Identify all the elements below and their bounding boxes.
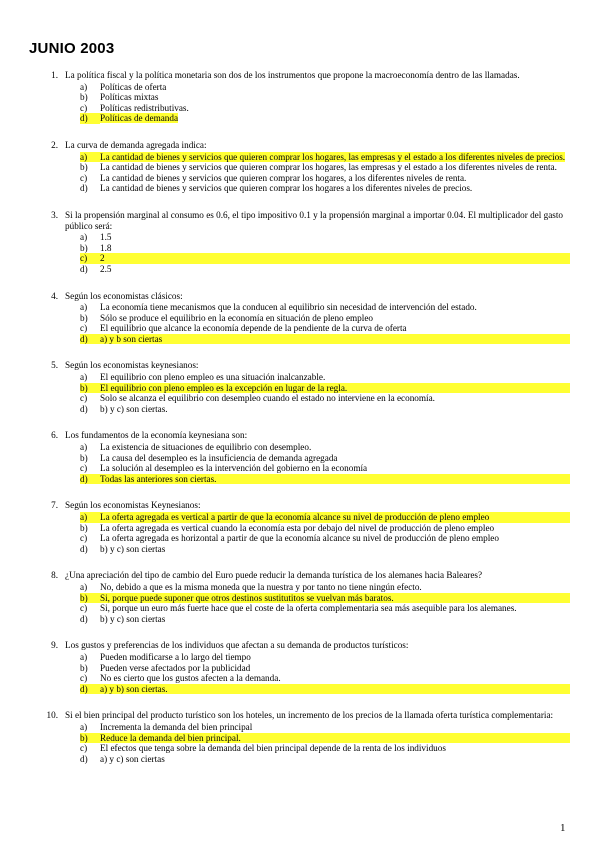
option-label: Políticas de oferta bbox=[100, 81, 167, 92]
option-text bbox=[100, 243, 570, 254]
option-letter: d) bbox=[80, 403, 88, 414]
option-letter: d) bbox=[80, 113, 100, 124]
answer-option bbox=[0, 442, 600, 453]
option-text bbox=[100, 512, 570, 523]
option-text bbox=[100, 663, 570, 674]
question bbox=[0, 70, 600, 124]
option-text bbox=[100, 232, 570, 243]
option-label: La cantidad de bienes y servicios que quieren comprar los hogares, las empresas y el estado a los diferentes niveles de renta. bbox=[100, 162, 557, 173]
question-header bbox=[0, 140, 600, 151]
question bbox=[0, 570, 600, 624]
option-list bbox=[0, 652, 600, 694]
answer-option bbox=[0, 754, 600, 765]
option-text bbox=[100, 152, 570, 163]
option-letter: c) bbox=[80, 102, 88, 113]
option-label: La causa del desempleo es la insuficiencia de demanda agregada bbox=[100, 452, 338, 463]
question-text: La política fiscal y la política monetaria son dos de los instrumentos que propone la macroeconomía dentro de las llamadas. bbox=[65, 70, 520, 80]
option-label: La cantidad de bienes y servicios que quieren comprar los hogares a los diferentes niveles de precios. bbox=[100, 183, 473, 194]
option-list bbox=[0, 442, 600, 484]
question-number: 9. bbox=[51, 640, 58, 651]
question-number: 8. bbox=[51, 570, 58, 581]
answer-option bbox=[0, 243, 600, 254]
option-letter: b) bbox=[80, 312, 88, 323]
option-list bbox=[0, 722, 600, 764]
answer-option bbox=[0, 614, 600, 625]
question bbox=[0, 710, 600, 764]
option-text bbox=[100, 593, 570, 604]
question-header bbox=[0, 430, 600, 441]
option-label: El equilibrio con pleno empleo es una situación inalcanzable. bbox=[100, 372, 326, 383]
highlighted-answer: a) y b son ciertas bbox=[100, 333, 163, 344]
answer-option bbox=[0, 512, 600, 523]
option-letter: a) bbox=[80, 651, 88, 662]
option-list bbox=[0, 82, 600, 124]
option-letter: d) bbox=[80, 753, 88, 764]
answer-option bbox=[0, 334, 600, 345]
highlighted-answer: La cantidad de bienes y servicios que quieren comprar los hogares, las empresas y el estado a los diferentes niveles de precios. bbox=[100, 151, 566, 162]
option-letter: c) bbox=[80, 533, 88, 544]
option-text bbox=[100, 113, 570, 124]
option-letter: a) bbox=[80, 512, 100, 523]
option-text bbox=[100, 733, 570, 744]
highlighted-answer: Todas las anteriores son ciertas. bbox=[100, 473, 217, 484]
option-text bbox=[100, 92, 570, 103]
option-label: a) y c) son ciertas bbox=[100, 753, 165, 764]
option-letter: b) bbox=[80, 662, 88, 673]
question bbox=[0, 291, 600, 345]
option-label: Políticas redistributivas. bbox=[100, 102, 189, 113]
option-text bbox=[100, 614, 570, 625]
option-letter: a) bbox=[80, 232, 88, 243]
option-label: b) y c) son ciertas bbox=[100, 543, 166, 554]
option-letter: b) bbox=[80, 92, 88, 103]
option-text bbox=[100, 453, 570, 464]
option-text bbox=[100, 334, 570, 345]
question-text: Según los economistas clásicos: bbox=[65, 290, 183, 301]
option-text bbox=[100, 684, 570, 695]
question bbox=[0, 140, 600, 194]
answer-option bbox=[0, 393, 600, 404]
option-letter: c) bbox=[80, 463, 88, 474]
option-label: Incrementa la demanda del bien principal bbox=[100, 721, 253, 732]
option-label: La cantidad de bienes y servicios que quieren comprar los hogares, a los diferentes niveles de renta. bbox=[100, 172, 467, 183]
question-header bbox=[0, 570, 600, 581]
option-text bbox=[100, 372, 570, 383]
answer-option bbox=[0, 162, 600, 173]
option-letter: a) bbox=[80, 372, 88, 383]
question-number: 2. bbox=[51, 139, 58, 150]
question-header bbox=[0, 500, 600, 511]
answer-option bbox=[0, 684, 600, 695]
answer-option bbox=[0, 743, 600, 754]
highlighted-answer: 2 bbox=[100, 253, 105, 264]
option-text bbox=[100, 313, 570, 324]
option-label: Solo se alcanza el equilibrio con desempleo cuando el estado no interviene en la economía. bbox=[100, 393, 435, 404]
option-text bbox=[100, 323, 570, 334]
option-letter: a) bbox=[80, 721, 88, 732]
question-text: ¿Una apreciación del tipo de cambio del Euro puede reducir la demanda turística de los alemanes hacia Baleares? bbox=[65, 570, 483, 581]
option-label: El equilibrio que alcance la economía depende de la pendiente de la curva de oferta bbox=[100, 323, 407, 334]
answer-option bbox=[0, 92, 600, 103]
option-label: 2.5 bbox=[100, 263, 112, 274]
option-letter: a) bbox=[80, 152, 100, 163]
highlighted-answer: a) y b) son ciertas. bbox=[100, 683, 168, 694]
option-letter: b) bbox=[80, 452, 88, 463]
answer-option bbox=[0, 463, 600, 474]
option-letter: d) bbox=[80, 543, 88, 554]
option-label: b) y c) son ciertas. bbox=[100, 403, 168, 414]
option-label: No, debido a que es la misma moneda que la nuestra y por tanto no tiene ningún efecto. bbox=[100, 581, 422, 592]
option-letter: d) bbox=[80, 613, 88, 624]
answer-option bbox=[0, 302, 600, 313]
option-text bbox=[100, 743, 570, 754]
option-label: La oferta agregada es vertical cuando la economía esta por debajo del nivel de producción de pleno empleo bbox=[100, 522, 495, 533]
answer-option bbox=[0, 582, 600, 593]
answer-option bbox=[0, 453, 600, 464]
question bbox=[0, 640, 600, 694]
question-number: 10. bbox=[46, 710, 58, 721]
option-list bbox=[0, 232, 600, 274]
answer-option bbox=[0, 372, 600, 383]
question bbox=[0, 430, 600, 484]
answer-option bbox=[0, 404, 600, 415]
question-text: Según los economistas keynesianos: bbox=[65, 360, 199, 371]
option-text bbox=[100, 652, 570, 663]
question-number: 4. bbox=[51, 290, 58, 301]
answer-option bbox=[0, 183, 600, 194]
option-label: Pueden verse afectados por la publicidad bbox=[100, 662, 251, 673]
option-letter: a) bbox=[80, 302, 88, 313]
option-label: 1.8 bbox=[100, 242, 112, 253]
answer-option bbox=[0, 113, 600, 124]
question-text: Los fundamentos de la economía keynesiana son: bbox=[65, 430, 248, 441]
answer-option bbox=[0, 733, 600, 744]
question-text: La curva de demanda agregada indica: bbox=[65, 139, 207, 150]
question-number: 5. bbox=[51, 360, 58, 371]
page-number: 1 bbox=[560, 822, 566, 834]
highlighted-answer: Reduce la demanda del bien principal. bbox=[100, 732, 241, 743]
option-letter: b) bbox=[80, 593, 100, 604]
option-text bbox=[100, 183, 570, 194]
question-header bbox=[0, 360, 600, 371]
option-text bbox=[100, 173, 570, 184]
option-list bbox=[0, 512, 600, 554]
option-letter: c) bbox=[80, 323, 88, 334]
option-letter: c) bbox=[80, 253, 100, 264]
question-number: 7. bbox=[51, 500, 58, 511]
option-text bbox=[100, 722, 570, 733]
option-text bbox=[100, 523, 570, 534]
option-letter: a) bbox=[80, 81, 88, 92]
question-header bbox=[0, 710, 600, 721]
question-list bbox=[0, 70, 600, 780]
answer-option bbox=[0, 673, 600, 684]
question-header bbox=[0, 640, 600, 651]
option-list bbox=[0, 302, 600, 344]
answer-option bbox=[0, 544, 600, 555]
option-text bbox=[100, 82, 570, 93]
question-number: 6. bbox=[51, 430, 58, 441]
answer-option bbox=[0, 533, 600, 544]
option-letter: c) bbox=[80, 393, 88, 404]
answer-option bbox=[0, 722, 600, 733]
option-label: Si, porque un euro más fuerte hace que el coste de la oferta complementaria sea más asequible para los alemanes. bbox=[100, 603, 517, 614]
answer-option bbox=[0, 152, 600, 163]
option-text bbox=[100, 673, 570, 684]
option-label: La oferta agregada es horizontal a partir de que la economía alcance su nivel de producción de pleno empleo bbox=[100, 533, 499, 544]
option-label: La existencia de situaciones de equilibrio con desempleo. bbox=[100, 442, 312, 453]
option-letter: c) bbox=[80, 603, 88, 614]
option-list bbox=[0, 152, 600, 194]
option-letter: a) bbox=[80, 442, 88, 453]
option-list bbox=[0, 372, 600, 414]
option-letter: b) bbox=[80, 383, 100, 394]
option-text bbox=[100, 302, 570, 313]
answer-option bbox=[0, 474, 600, 485]
option-letter: b) bbox=[80, 162, 88, 173]
option-text bbox=[100, 544, 570, 555]
question-text: Según los economistas Keynesianos: bbox=[65, 500, 201, 511]
answer-option bbox=[0, 663, 600, 674]
answer-option bbox=[0, 383, 600, 394]
option-text bbox=[100, 393, 570, 404]
option-text bbox=[100, 603, 570, 614]
option-text bbox=[100, 533, 570, 544]
option-letter: d) bbox=[80, 263, 88, 274]
question bbox=[0, 360, 600, 414]
option-text bbox=[100, 253, 570, 264]
question-header bbox=[0, 210, 600, 231]
answer-option bbox=[0, 232, 600, 243]
option-label: No es cierto que los gustos afecten a la demanda. bbox=[100, 673, 281, 684]
question-text: Si el bien principal del producto turístico son los hoteles, un incremento de los precios de la llamada oferta turística complementaria: bbox=[65, 710, 554, 721]
option-letter: d) bbox=[80, 183, 88, 194]
question-text: Los gustos y preferencias de los individuos que afectan a su demanda de productos turísticos: bbox=[65, 640, 409, 651]
page-title: JUNIO 2003 bbox=[29, 40, 115, 57]
option-letter: d) bbox=[80, 474, 100, 485]
answer-option bbox=[0, 82, 600, 93]
option-text bbox=[100, 103, 570, 114]
question bbox=[0, 210, 600, 275]
option-label: El efectos que tenga sobre la demanda del bien principal depende de la renta de los individuos bbox=[100, 743, 446, 754]
option-list bbox=[0, 582, 600, 624]
answer-option bbox=[0, 603, 600, 614]
option-letter: d) bbox=[80, 334, 100, 345]
highlighted-answer: El equilibrio con pleno empleo es la excepción en lugar de la regla. bbox=[100, 382, 348, 393]
option-label: 1.5 bbox=[100, 232, 112, 243]
option-text bbox=[100, 582, 570, 593]
question bbox=[0, 500, 600, 554]
option-label: La solución al desempleo es la intervención del gobierno en la economía bbox=[100, 463, 368, 474]
option-letter: b) bbox=[80, 242, 88, 253]
option-text bbox=[100, 162, 570, 173]
highlighted-answer: Si, porque puede suponer que otros destinos sustitutitos se vuelvan más baratos. bbox=[100, 592, 394, 603]
answer-option bbox=[0, 103, 600, 114]
option-text bbox=[100, 383, 570, 394]
option-label: Pueden modificarse a lo largo del tiempo bbox=[100, 651, 251, 662]
option-text bbox=[100, 463, 570, 474]
option-letter: c) bbox=[80, 743, 88, 754]
option-letter: d) bbox=[80, 684, 100, 695]
answer-option bbox=[0, 323, 600, 334]
option-letter: b) bbox=[80, 733, 100, 744]
answer-option bbox=[0, 593, 600, 604]
highlighted-answer: Políticas de demanda bbox=[100, 113, 179, 124]
option-label: b) y c) son ciertas bbox=[100, 613, 166, 624]
option-label: La economía tiene mecanismos que la conducen al equilibrio sin necesidad de intervención del estado. bbox=[100, 302, 477, 313]
answer-option bbox=[0, 173, 600, 184]
option-label: Sólo se produce el equilibrio en la economía en situación de pleno empleo bbox=[100, 312, 373, 323]
option-letter: a) bbox=[80, 581, 88, 592]
option-letter: c) bbox=[80, 673, 88, 684]
option-letter: b) bbox=[80, 522, 88, 533]
option-text bbox=[100, 404, 570, 415]
answer-option bbox=[0, 313, 600, 324]
answer-option bbox=[0, 253, 600, 264]
option-text bbox=[100, 474, 570, 485]
option-letter: c) bbox=[80, 172, 88, 183]
question-number: 1. bbox=[51, 70, 58, 80]
option-text bbox=[100, 754, 570, 765]
question-header bbox=[0, 70, 600, 81]
question-text: Si la propensión marginal al consumo es 0.6, el tipo impositivo 0.1 y la propensión marginal a importar 0.04. El multiplicador del gasto público será: bbox=[65, 209, 564, 231]
answer-option bbox=[0, 523, 600, 534]
answer-option bbox=[0, 264, 600, 275]
option-label: Políticas mixtas bbox=[100, 92, 159, 103]
highlighted-answer: La oferta agregada es vertical a partir de que la economía alcance su nivel de producción de pleno empleo bbox=[100, 512, 490, 522]
question-header bbox=[0, 291, 600, 302]
option-text bbox=[100, 442, 570, 453]
answer-option bbox=[0, 652, 600, 663]
question-number: 3. bbox=[51, 209, 58, 220]
option-text bbox=[100, 264, 570, 275]
